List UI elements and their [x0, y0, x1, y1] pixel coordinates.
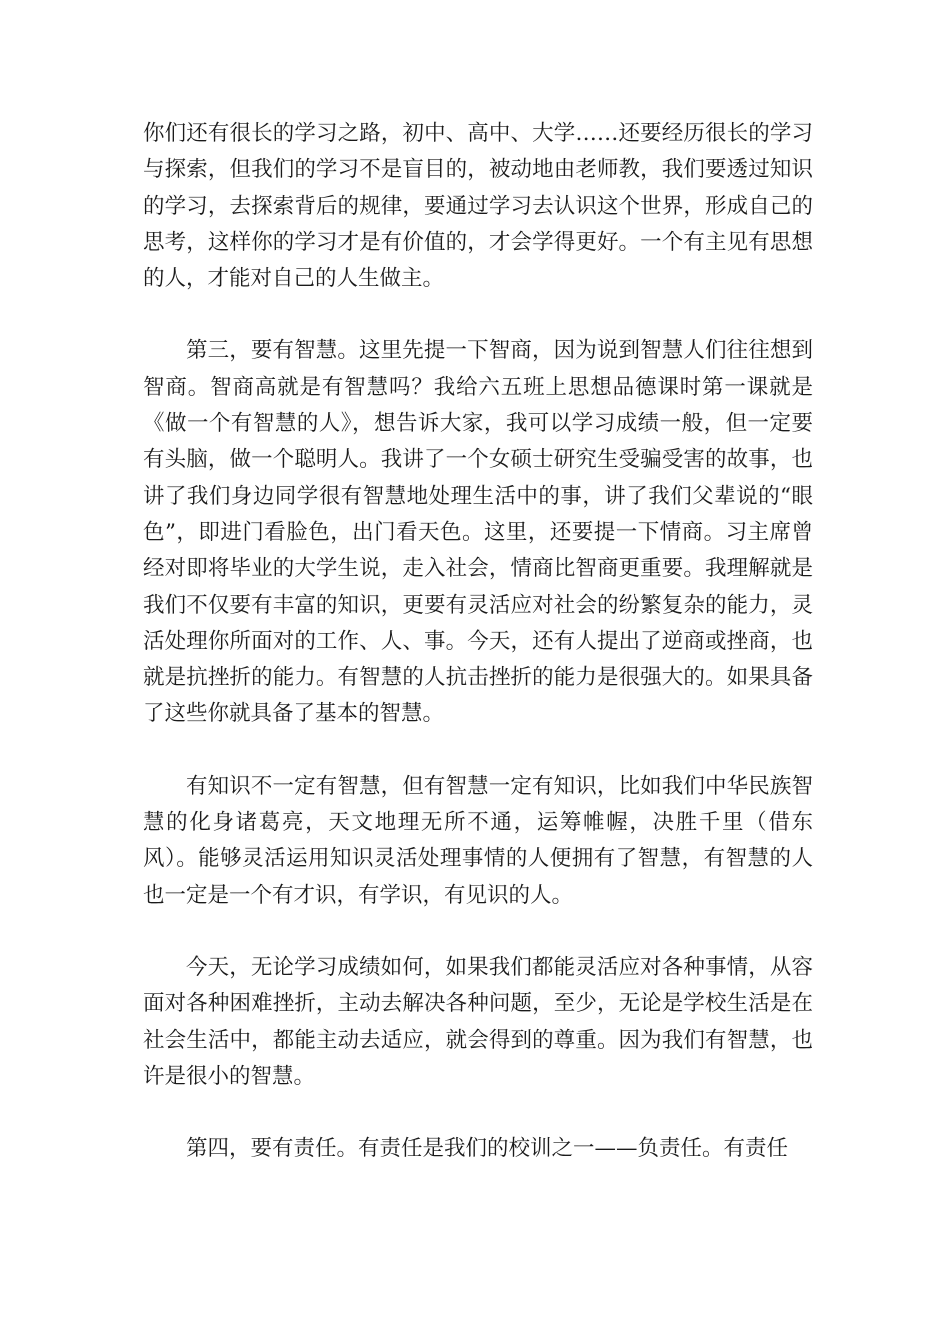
paragraph-knowledge-wisdom: 有知识不一定有智慧，但有智慧一定有知识，比如我们中华民族智慧的化身诸葛亮，天文地理无所不通，运筹帷幄，决胜千里（借东风）。能够灵活运用知识灵活处理事情的人便拥有了智慧，有智慧的人也一定是一个有才识，有学识，有见识的人。 — [143, 773, 813, 908]
paragraph-fourth-responsibility: 第四，要有责任。有责任是我们的校训之一——负责任。有责任 — [186, 1136, 789, 1162]
paragraph-learning-path: 你们还有很长的学习之路，初中、高中、大学……还要经历很长的学习与探索，但我们的学习不是盲目的，被动地由老师教，我们要透过知识的学习，去探索背后的规律，要通过学习去认识这个世界，形成自己的思考，这样你的学习才是有价值的，才会学得更好。一个有主见有思想的人，才能对自己的人生做主。 — [143, 121, 813, 292]
paragraph-third-wisdom: 第三，要有智慧。这里先提一下智商，因为说到智慧人们往往想到智商。智商高就是有智慧吗？我给六五班上思想品德课时第一课就是《做一个有智慧的人》，想告诉大家，我可以学习成绩一般，但一定要有头脑，做一个聪明人。我讲了一个女硕士研究生受骗受害的故事，也讲了我们身边同学很有智慧地处理生活中的事，讲了我们父辈说的“眼色”，即进门看脸色，出门看天色。这里，还要提一下情商。习主席曾经对即将毕业的大学生说，走入社会，情商比智商更重要。我理解就是我们不仅要有丰富的知识，更要有灵活应对社会的纷繁复杂的能力，灵活处理你所面对的工作、人、事。今天，还有人提出了逆商或挫商，也就是抗挫折的能力。有智慧的人抗击挫折的能力是很强大的。如果具备了这些你就具备了基本的智慧。 — [143, 338, 813, 727]
paragraph-today: 今天，无论学习成绩如何，如果我们都能灵活应对各种事情，从容面对各种困难挫折，主动去解决各种问题，至少，无论是学校生活是在社会生活中，都能主动去适应，就会得到的尊重。因为我们有智慧，也许是很小的智慧。 — [143, 954, 813, 1089]
document-page — [143, 116, 813, 1203]
